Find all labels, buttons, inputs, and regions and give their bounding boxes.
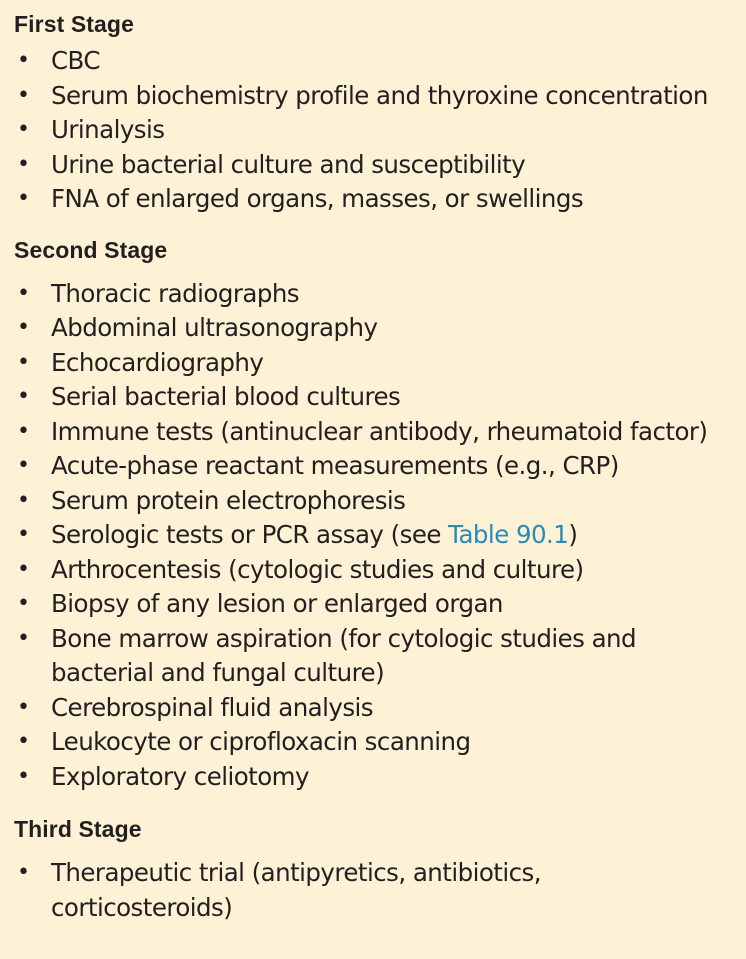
list-item: [14, 148, 746, 183]
list-item-continuation: [14, 891, 746, 926]
list-item: [14, 44, 746, 79]
list-item: [14, 79, 746, 114]
list-item: [14, 518, 746, 553]
bullet-icon: •: [17, 860, 30, 885]
first-stage-section: [14, 9, 746, 217]
list-item: [14, 346, 746, 381]
list-item-text: corticosteroids): [51, 892, 233, 922]
list-item-text: Cerebrospinal fluid analysis: [51, 692, 374, 722]
list-item-text: Abdominal ultrasonography: [51, 313, 378, 342]
list-item: [14, 691, 746, 726]
bullet-icon: •: [17, 729, 30, 754]
serologic-text-before: Serologic tests or PCR assay (see: [51, 520, 449, 549]
bullet-icon: •: [17, 280, 30, 306]
list-item-text: Serum protein electrophoresis: [51, 485, 406, 515]
bullet-icon: •: [17, 151, 30, 177]
bullet-icon: •: [17, 487, 30, 513]
list-item-text: Acute-phase reactant measurements (e.g., CRP): [51, 451, 619, 480]
list-item: [14, 415, 746, 450]
second-stage-list: [14, 277, 746, 795]
list-item: [14, 277, 746, 312]
bullet-icon: •: [17, 117, 30, 142]
list-item: [14, 553, 746, 588]
list-item-text: bacterial and fungal culture): [51, 658, 385, 687]
list-item: [14, 311, 746, 346]
second-stage-heading: Second Stage: [14, 236, 168, 263]
third-stage-heading: Third Stage: [14, 816, 142, 842]
first-stage-list: [14, 44, 746, 217]
list-item-text: Immune tests (antinuclear antibody, rheumatoid factor): [51, 416, 708, 446]
list-item: [14, 856, 746, 891]
bullet-icon: •: [17, 349, 30, 375]
list-item: [14, 182, 746, 217]
bullet-icon: •: [17, 186, 30, 211]
bullet-icon: •: [17, 48, 30, 73]
list-item-text: Leukocyte or ciprofloxacin scanning: [51, 727, 471, 756]
list-item-text: Serial bacterial blood cultures: [51, 382, 401, 411]
bullet-icon: •: [17, 694, 30, 720]
list-item-text: Arthrocentesis (cytologic studies and culture): [51, 554, 584, 584]
list-item: [14, 380, 746, 415]
list-item-text: Exploratory celiotomy: [51, 761, 309, 791]
bullet-icon: •: [17, 384, 30, 409]
bullet-icon: •: [17, 763, 30, 789]
bullet-icon: •: [17, 453, 30, 478]
list-item-text: Serum biochemistry profile and thyroxine concentration: [51, 80, 708, 110]
bullet-icon: •: [17, 522, 30, 547]
bullet-icon: •: [17, 418, 30, 444]
third-stage-list: [14, 856, 746, 925]
list-item-text: Bone marrow aspiration (for cytologic studies and: [51, 623, 637, 653]
list-item-text: Echocardiography: [51, 347, 264, 377]
list-item-text: Thoracic radiographs: [51, 278, 300, 308]
bullet-icon: •: [17, 82, 30, 108]
list-item: [14, 760, 746, 795]
second-stage-section: [14, 235, 746, 795]
list-item-text: Therapeutic trial (antipyretics, antibiotics,: [51, 858, 541, 887]
list-item: [14, 622, 746, 657]
list-item-text: CBC: [51, 46, 100, 75]
list-item: [14, 449, 746, 484]
table-90-1-link[interactable]: Table 90.1: [448, 520, 569, 549]
list-item-text: Urinalysis: [51, 115, 165, 144]
list-item-text: Biopsy of any lesion or enlarged organ: [51, 589, 503, 618]
bullet-icon: •: [17, 556, 30, 582]
list-item-text: FNA of enlarged organs, masses, or swellings: [51, 184, 584, 213]
list-item-continuation: [14, 656, 746, 691]
bullet-icon: •: [17, 625, 30, 651]
serologic-text-after: ): [568, 520, 578, 549]
list-item: [14, 113, 746, 148]
bullet-icon: •: [17, 315, 30, 340]
first-stage-heading: First Stage: [14, 11, 134, 37]
third-stage-section: [14, 814, 746, 925]
list-item: [14, 725, 746, 760]
list-item: [14, 587, 746, 622]
list-item: [14, 484, 746, 519]
list-item-text: Urine bacterial culture and susceptibility: [51, 149, 526, 179]
bullet-icon: •: [17, 591, 30, 616]
